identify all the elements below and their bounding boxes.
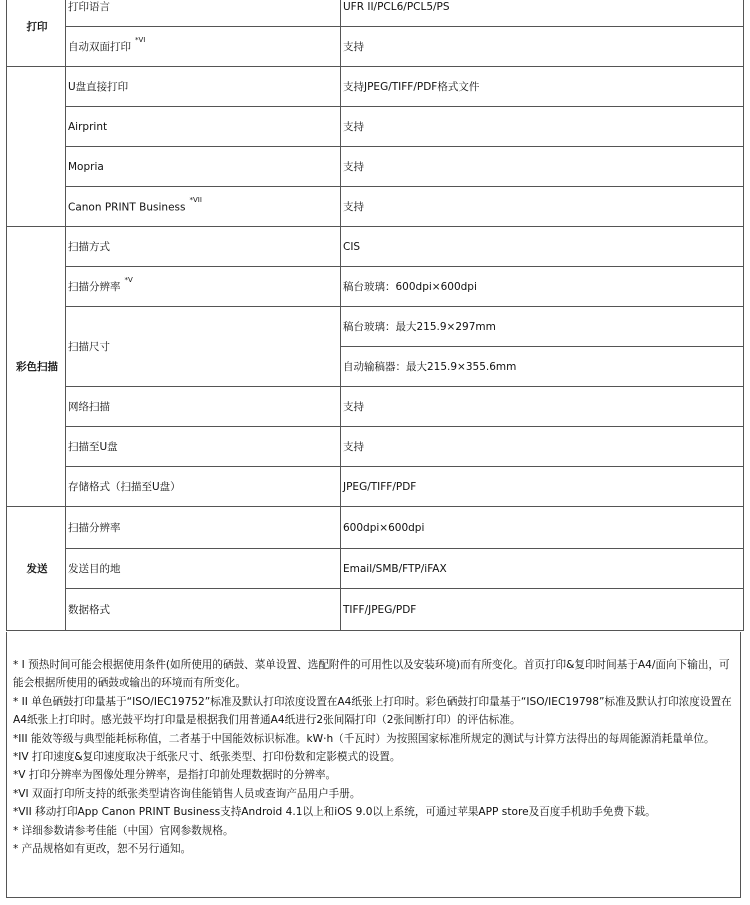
feature-mopria: Mopria [66,147,341,187]
feature-data-format: 数据格式 [66,589,341,631]
table-row [7,0,744,27]
feature-canon-print-business [66,187,341,227]
feature-scan-method: 扫描方式 [66,227,341,267]
feature-send-destination: 发送目的地 [66,549,341,589]
value-airprint: 支持 [341,107,744,147]
group-print-spacer [7,67,66,227]
table-row [7,267,744,307]
footnote-1: * I 预热时间可能会根据使用条件(如所使用的硒鼓、菜单设置、选配附件的可用性以及安装环境)而有所变化。首页打印&复印时间基于A4/面向下输出，可能会根据所使用的硒鼓或输出的环境而有所变化。 [13,659,730,690]
table-row [7,67,744,107]
feature-print-language: 打印语言 [66,0,341,27]
value-duplex-print: 支持 [341,27,744,67]
table-row [7,307,744,347]
feature-storage-format: 存储格式（扫描至U盘） [66,467,341,507]
group-send-title: 发送 [7,507,66,631]
feature-scan-resolution-label: 扫描分辨率 [68,281,121,293]
value-scan-size-adf: 自动输稿器：最大215.9×355.6mm [341,347,744,387]
footnote-5: *V 打印分辨率为图像处理分辨率，是指打印前处理数据时的分辨率。 [13,769,337,782]
feature-send-resolution: 扫描分辨率 [66,507,341,549]
footnote-9: * 产品规格如有更改，恕不另行通知。 [13,843,192,856]
table-row [7,549,744,589]
value-scan-resolution: 稿台玻璃：600dpi×600dpi [341,267,744,307]
table-row [7,227,744,267]
value-storage-format: JPEG/TIFF/PDF [341,467,744,507]
footnote-mark: *V [124,275,133,284]
feature-duplex-print [66,27,341,67]
table-row [7,387,744,427]
value-usb-print: 支持JPEG/TIFF/PDF格式文件 [341,67,744,107]
footnote-7: *VII 移动打印App Canon PRINT Business支持Android 4.1以上和iOS 9.0以上系统，可通过苹果APP store及百度手机助手免费下载。 [13,806,656,819]
feature-canon-print-business-label: Canon PRINT Business [68,201,186,214]
value-data-format: TIFF/JPEG/PDF [341,589,744,631]
group-scan-title: 彩色扫描 [7,227,66,507]
feature-airprint: Airprint [66,107,341,147]
value-print-language: UFR II/PCL6/PCL5/PS [341,0,744,27]
table-row [7,107,744,147]
table-row [7,589,744,631]
feature-network-scan: 网络扫描 [66,387,341,427]
value-mopria: 支持 [341,147,744,187]
footnote-3: *III 能效等级与典型能耗标称值，二者基于中国能效标识标准。kW·h（千瓦时）为按照国家标准所规定的测试与计算方法得出的每周能源消耗量单位。 [13,732,715,745]
feature-duplex-print-label: 自动双面打印 [68,41,131,53]
table-row [7,27,744,67]
table-row [7,427,744,467]
feature-scan-to-usb: 扫描至U盘 [66,427,341,467]
footnote-mark: *VII [189,195,202,204]
value-scan-size-platen: 稿台玻璃：最大215.9×297mm [341,307,744,347]
table-row [7,187,744,227]
feature-usb-print: U盘直接打印 [66,67,341,107]
value-send-destination: Email/SMB/FTP/iFAX [341,549,744,589]
footnote-6: *VI 双面打印所支持的纸张类型请咨询佳能销售人员或查询产品用户手册。 [13,787,361,800]
spec-table [6,0,744,631]
table-row [7,467,744,507]
value-scan-method: CIS [341,227,744,267]
group-print-title: 打印 [7,0,66,67]
footnote-mark: *VI [135,35,146,44]
table-row [7,147,744,187]
footnote-4: *IV 打印速度&复印速度取决于纸张尺寸、纸张类型、打印份数和定影模式的设置。 [13,751,401,764]
footnote-8: * 详细参数请参考佳能（中国）官网参数规格。 [13,824,234,837]
value-send-resolution: 600dpi×600dpi [341,507,744,549]
footnotes [6,632,741,898]
value-scan-to-usb: 支持 [341,427,744,467]
feature-scan-resolution [66,267,341,307]
value-network-scan: 支持 [341,387,744,427]
value-canon-print-business: 支持 [341,187,744,227]
footnote-2: * II 单色硒鼓打印量基于“ISO/IEC19752”标准及默认打印浓度设置在A4纸张上打印时。彩色硒鼓打印量基于“ISO/IEC19798”标准及默认打印浓度设置在A4纸张上打印时。感光鼓平均打印量是根据我们用普通A4纸进行2张间隔打印（2张间断打印）的评估标准。 [13,695,732,727]
feature-scan-size: 扫描尺寸 [66,307,341,387]
table-row [7,507,744,549]
